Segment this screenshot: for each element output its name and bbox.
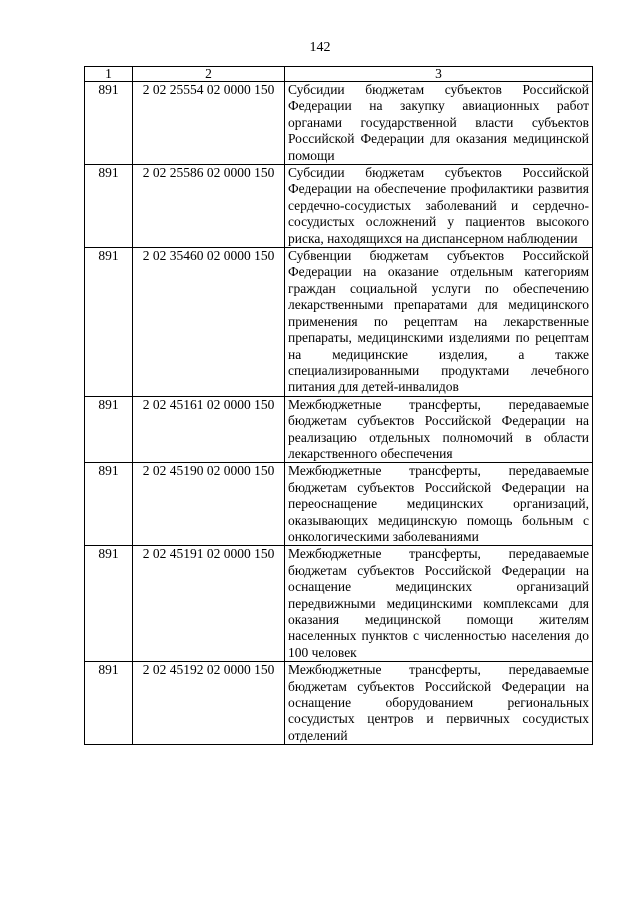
revenue-name-cell: Субсидии бюджетам субъектов Российской Федерации на обеспечение профилактики развития сердечно-сосудистых заболеваний и сердечно-сосудистых осложнений у пациентов высокого риска, находящихся на диспансерном наблюдении <box>285 165 593 248</box>
table-row <box>85 82 593 165</box>
budget-code-cell: 2 02 25586 02 0000 150 <box>133 165 285 248</box>
table-row <box>85 396 593 463</box>
column-header-1: 1 <box>85 67 133 82</box>
budget-code-cell: 2 02 45192 02 0000 150 <box>133 662 285 745</box>
table-row <box>85 662 593 745</box>
admin-code-cell: 891 <box>85 82 133 165</box>
budget-code-cell: 2 02 45191 02 0000 150 <box>133 546 285 662</box>
table-row <box>85 463 593 546</box>
revenue-name-cell: Межбюджетные трансферты, передаваемые бюджетам субъектов Российской Федерации на переоснащение медицинских организаций, оказывающих медицинскую помощь больным с онкологическими заболеваниями <box>285 463 593 546</box>
budget-code-cell: 2 02 45161 02 0000 150 <box>133 396 285 463</box>
budget-code-cell: 2 02 35460 02 0000 150 <box>133 248 285 397</box>
column-header-3: 3 <box>285 67 593 82</box>
revenue-name-cell: Субсидии бюджетам субъектов Российской Федерации на закупку авиационных работ органами государственной власти субъектов Российской Федерации для оказания медицинской помощи <box>285 82 593 165</box>
revenue-name-cell: Межбюджетные трансферты, передаваемые бюджетам субъектов Российской Федерации на реализацию отдельных полномочий в области лекарственного обеспечения <box>285 396 593 463</box>
table-row <box>85 165 593 248</box>
page-number: 142 <box>309 40 331 55</box>
table-row <box>85 248 593 397</box>
budget-codes-table <box>84 66 593 745</box>
table-header-row <box>85 67 593 82</box>
table-row <box>85 546 593 662</box>
admin-code-cell: 891 <box>85 396 133 463</box>
admin-code-cell: 891 <box>85 248 133 397</box>
budget-code-cell: 2 02 45190 02 0000 150 <box>133 463 285 546</box>
revenue-name-cell: Межбюджетные трансферты, передаваемые бюджетам субъектов Российской Федерации на оснащение оборудованием региональных сосудистых центров и первичных сосудистых отделений <box>285 662 593 745</box>
column-header-2: 2 <box>133 67 285 82</box>
revenue-name-cell: Межбюджетные трансферты, передаваемые бюджетам субъектов Российской Федерации на оснащение медицинских организаций передвижными медицинскими комплексами для оказания медицинской помощи жителям населенных пунктов с численностью населения до 100 человек <box>285 546 593 662</box>
revenue-name-cell: Субвенции бюджетам субъектов Российской Федерации на оказание отдельным категориям граждан социальной услуги по обеспечению лекарственными препаратами для медицинского применения по рецептам на лекарственные препараты, медицинскими изделиями по рецептам на медицинские изделия, а также специализированными продуктами лечебного питания для детей-инвалидов <box>285 248 593 397</box>
budget-code-cell: 2 02 25554 02 0000 150 <box>133 82 285 165</box>
admin-code-cell: 891 <box>85 463 133 546</box>
admin-code-cell: 891 <box>85 546 133 662</box>
admin-code-cell: 891 <box>85 165 133 248</box>
admin-code-cell: 891 <box>85 662 133 745</box>
